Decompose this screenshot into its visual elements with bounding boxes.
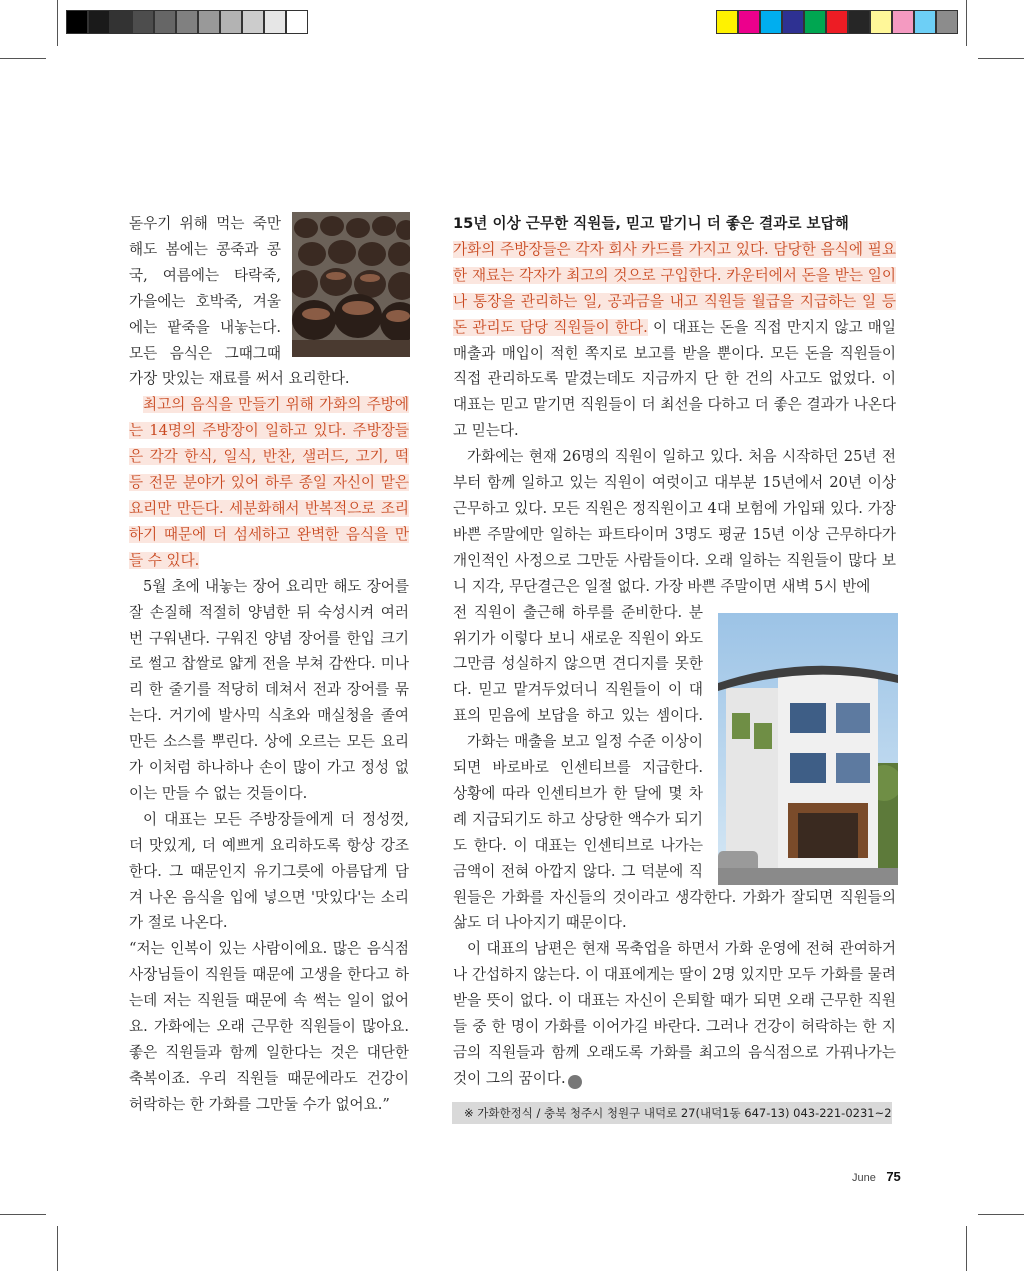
right-text-column (453, 211, 896, 1092)
text-line: 가화는 매출을 보고 일정 수준 이상이 (467, 733, 703, 751)
quote-paragraph: “저는 인복이 있는 사람이에요. 많은 음식점 사장님들이 직원들 때문에 고생을 한다고 하는데 저는 직원들 때문에 속 썩는 일이 없어요. 가화에는 오래 근무한 직원들이 많아요. 좋은 직원들과 함께 일한다는 것은 대단한 축복이죠. 우리 직원들 때문에라도 건강이 허락하는 한 가화를 그만둘 수가 없어요.” (129, 940, 409, 1113)
color-swatch (132, 10, 154, 34)
text-line: 해도 봄에는 콩죽과 콩 (129, 240, 281, 258)
color-swatch (848, 10, 870, 34)
color-swatch (176, 10, 198, 34)
color-swatch (716, 10, 738, 34)
text-line: 표의 믿음에 보답을 하고 있는 셈이다. (453, 707, 703, 725)
color-swatch (242, 10, 264, 34)
color-swatch (88, 10, 110, 34)
text-line: 국, 여름에는 타락죽, (129, 266, 281, 284)
paragraph-incentive-narrow (453, 729, 703, 884)
color-swatch (286, 10, 308, 34)
color-swatch (154, 10, 176, 34)
text-line: 가을에는 호박죽, 겨울 (129, 292, 281, 310)
page-footer (852, 1168, 901, 1186)
restaurant-address-bar: ※ 가화한정식 / 충북 청주시 청원구 내덕로 27(내덕1동 647-13) 043-221-0231~2 (452, 1102, 892, 1124)
text-line: 례 지급되기도 하고 상당한 액수가 되기 (453, 810, 703, 828)
crop-mark (978, 1214, 1024, 1215)
footer-month: June (852, 1172, 876, 1184)
color-swatch (760, 10, 782, 34)
text-line: 도 한다. 이 대표는 인센티브로 나가는 (453, 836, 703, 854)
text-line: 되면 바로바로 인센티브를 지급한다. (453, 759, 703, 777)
color-swatch (826, 10, 848, 34)
paragraph-staff-narrow (453, 600, 703, 730)
color-swatch (804, 10, 826, 34)
color-swatch (870, 10, 892, 34)
text-line: 위기가 이렇다 보니 새로운 직원이 와도 (453, 629, 703, 647)
color-swatch (264, 10, 286, 34)
section-subheading: 15년 이상 근무한 직원들, 믿고 맡기니 더 좋은 결과로 보답해 (453, 215, 849, 232)
text-line: 다. 믿고 맡겨두었더니 직원들이 이 대 (453, 681, 703, 699)
paragraph-text: 이 대표는 돈을 직접 만지지 않고 매일 매출과 매입이 적힌 쪽지로 보고를 받을 뿐이다. 모든 돈을 직원들이 직접 관리하도록 맡겼는데도 지금까지 단 한 건의 사고도 없었다. 이 대표는 믿고 맡기면 직원들이 더 최선을 다하고 더 좋은 결과가 나온다고 믿는다. (453, 318, 897, 440)
text-line: 에는 팥죽을 내놓는다. (129, 318, 281, 336)
text-line: 상황에 따라 인센티브가 한 달에 몇 차 (453, 784, 703, 802)
highlight-text: 최고의 음식을 만들기 위해 가화의 주방에는 14명의 주방장이 일하고 있다. 주방장들은 각각 한식, 일식, 반찬, 샐러드, 고기, 떡 등 전문 분야가 있어 하루 종일 자신이 맡은 요리만 만든다. 세분화해서 반복적으로 조리하기 때문에 더 섬세하고 완벽한 음식을 만들 수 있다. (129, 396, 409, 569)
text-line: 돋우기 위해 먹는 죽만 (129, 215, 281, 232)
text-line: 모든 음식은 그때그때 (129, 344, 281, 362)
crop-mark (57, 0, 58, 46)
color-swatch (892, 10, 914, 34)
color-swatch (914, 10, 936, 34)
highlight-paragraph-kitchen (129, 392, 409, 573)
color-swatch (738, 10, 760, 34)
text-line: 금액이 전혀 아깝지 않다. 그 덕분에 직 (453, 862, 703, 880)
paragraph-succession (453, 936, 896, 1091)
color-swatch (220, 10, 242, 34)
crop-mark (57, 1226, 58, 1271)
color-swatch (198, 10, 220, 34)
color-swatch (110, 10, 132, 34)
paragraph-1-narrow (129, 211, 281, 366)
paragraph-ceo-emphasis: 이 대표는 모든 주방장들에게 더 정성껏, 더 맛있게, 더 예쁘게 요리하도록 항상 강조한다. 그 때문인지 유기그릇에 아름답게 담겨 나온 음식을 입에 넣으면 '맛있다'는 소리가 절로 나온다. (129, 810, 409, 932)
color-swatch (66, 10, 88, 34)
paragraph-incentive-tail: 원들은 가화를 자신들의 것이라고 생각한다. 가화가 잘되면 직원들의 삶도 더 나아지기 때문이다. (453, 888, 896, 932)
color-swatch (936, 10, 958, 34)
crop-mark (0, 1214, 46, 1215)
text-line: 전 직원이 출근해 하루를 준비한다. 분 (453, 603, 703, 621)
crop-mark (0, 58, 46, 59)
page-number: 75 (886, 1169, 901, 1184)
paragraph-eel-dish: 5월 초에 내놓는 장어 요리만 해도 장어를 잘 손질해 적절히 양념한 뒤 숙성시켜 여러 번 구워낸다. 구워진 양념 장어를 한입 크기로 썰고 찹쌀로 얇게 전을 부쳐 감싼다. 미나리 한 줄기를 적당히 데쳐서 전과 장어를 묶는다. 거기에 발사믹 식초와 매실청을 졸여 만든 소스를 뿌린다. 상에 오르는 모든 요리가 이처럼 하나하나 손이 많이 가고 정성 없이는 만들 수 없는 것들이다. (129, 577, 409, 802)
paragraph-staff: 가화에는 현재 26명의 직원이 일하고 있다. 처음 시작하던 25년 전부터 함께 일하고 있는 직원이 여럿이고 대부분 15년에서 20년 이상 근무하고 있다. 모든 직원은 정직원이고 4대 보험에 가입돼 있다. 가장 바쁜 주말에만 일하는 파트타이머 3명도 평균 15년 이상 근무하다가 개인적인 사정으로 그만둔 사람들이다. 오래 일하는 직원들이 많다 보니 지각, 무단결근은 일절 없다. 가장 바쁜 주말이면 새벽 5시 반에 (453, 448, 896, 595)
text-line: 그만큼 성실하지 않으면 견디지를 못한 (453, 655, 703, 673)
crop-mark (966, 1226, 967, 1271)
highlight-text: 가화의 주방장들은 각자 회사 카드를 가지고 있다. 담당한 음식에 필요한 재료는 각자가 최고의 것으로 구입한다. 카운터에서 돈을 받는 일이나 통장을 관리하는 일, 공과금을 내고 직원들 월급을 지급하는 일 등 돈 관리도 담당 직원들이 한다. (453, 240, 896, 336)
crop-mark (966, 0, 967, 46)
paragraph-1-tail: 가장 맛있는 재료를 써서 요리한다. (129, 370, 350, 388)
crop-mark (978, 58, 1024, 59)
highlight-paragraph-cards (453, 237, 896, 444)
paragraph-text: 이 대표의 남편은 현재 목축업을 하면서 가화 운영에 전혀 관여하거나 간섭하지 않는다. 이 대표에게는 딸이 2명 있지만 모두 가화를 물려받을 뜻이 없다. 이 대표는 자신이 은퇴할 때가 되면 오래 근무한 직원들 중 한 명이 가화를 이어가길 바란다. 그러나 건강이 허락하는 한 지금의 직원들과 함께 오래도록 가화를 최고의 음식점으로 가꿔나가는 것이 그의 꿈이다. (453, 940, 896, 1087)
color-swatch (782, 10, 804, 34)
end-mark-icon: f (568, 1075, 582, 1089)
left-text-column (129, 211, 409, 1118)
